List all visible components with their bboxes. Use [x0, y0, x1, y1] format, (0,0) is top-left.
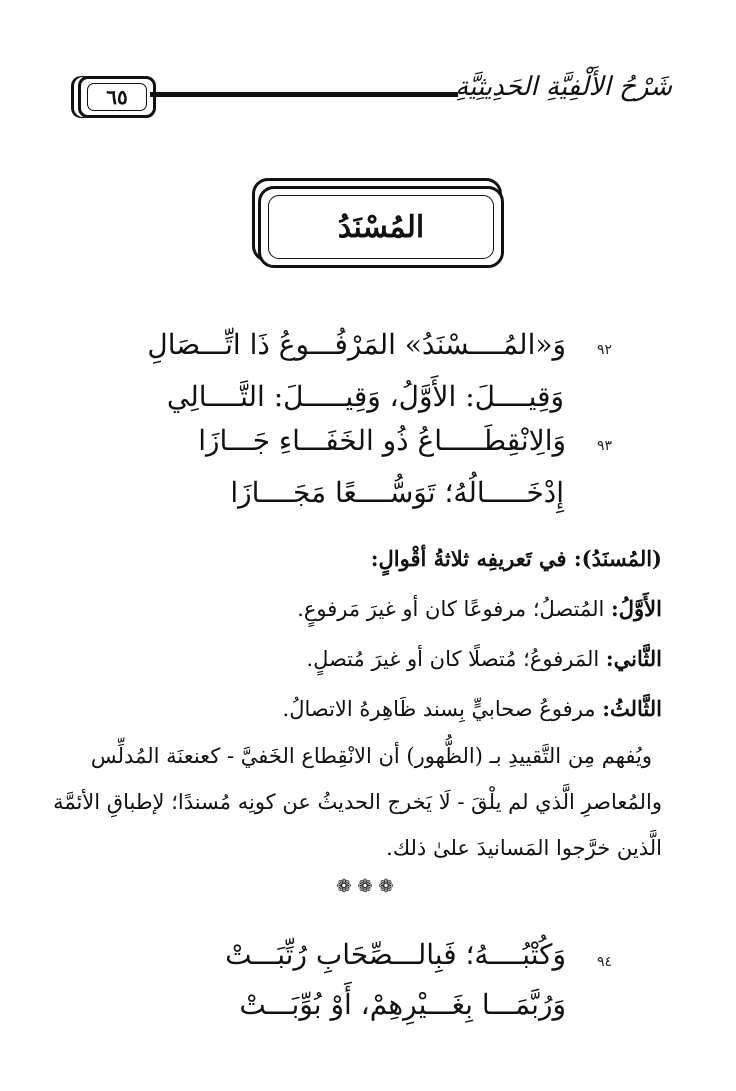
- opinion-2: [62, 646, 662, 671]
- verse-line: وَكُتْبُــــهُ؛ فَبِالـــصِّحَابِ رُتِّبَـــتْ: [225, 938, 566, 971]
- commentary-intro: [62, 546, 662, 571]
- verse-line: وَقِيــــلَ: الأَوَّلُ، وَقِيـــــلَ: التَّــــالِي: [166, 380, 564, 413]
- paragraph-line: ويُفهم مِن التَّقييدِ بـ (الظُّهور) أن الانْقِطاع الخَفيَّ - كعنعنَة المُدلِّس: [90, 744, 652, 768]
- book-title: شَرْحُ الأَلْفِيَّةِ الحَدِيثِيَّةِ: [455, 72, 672, 102]
- paragraph-line: الَّذين خرَّجوا المَسانيدَ علىٰ ذلك.: [386, 836, 662, 860]
- opinion-text: مرفوعُ صحابيٍّ بِسند ظَاهِرهُ الاتصالُ.: [282, 697, 596, 721]
- header-rule: [150, 92, 458, 97]
- commentary-intro-text: (المُسنَدُ): في تَعريفِه ثلاثةُ أقْوالٍ:: [370, 546, 662, 571]
- opinion-3: [62, 696, 662, 721]
- chapter-title: المُسْنَدُ: [337, 209, 425, 245]
- paragraph-line: والمُعاصرِ الَّذي لم يلْقَ - لَا يَخرج الحديثُ عن كونِه مُسندًا؛ لإطباقِ الأئمَّة: [53, 790, 662, 814]
- verse-number: ٩٣: [596, 438, 612, 454]
- opinion-1: [62, 596, 662, 621]
- chapter-title-frame: [258, 186, 504, 268]
- page-number-frame: [78, 76, 156, 118]
- opinion-text: المُتصلُ؛ مرفوعًا كان أو غيرَ مَرفوعٍ.: [297, 597, 605, 621]
- opinion-label: الثَّاني:: [605, 646, 662, 671]
- opinion-label: الأَوَّلُ:: [611, 596, 662, 621]
- verse-number: ٩٤: [596, 954, 612, 970]
- verse-line: وَرُبَّمَـــا بِغَـــيْرِهِمْ، أَوْ بُوِّبَـــتْ: [239, 988, 566, 1021]
- verse-line: إِدْخَـــــالُهُ؛ تَوَسُّــــعًا مَجَــــازَا: [230, 476, 564, 509]
- page-number: ٦٥: [106, 85, 128, 109]
- verse-line: وَالِانْقِطَـــــاعُ ذُو الخَفَـــاءِ جَـــازَا: [198, 424, 566, 457]
- opinion-label: الثَّالثُ:: [602, 696, 662, 721]
- verse-number: ٩٢: [596, 342, 612, 358]
- verse-line: وَ«المُــــسْنَدُ» المَرْفُـــوعُ ذَا اتِّـــصَالِ: [147, 328, 566, 361]
- section-ornament: ❁❁❁: [336, 876, 400, 897]
- opinion-text: المَرفوعُ؛ مُتصلًا كان أو غيرَ مُتصلٍ.: [306, 647, 600, 671]
